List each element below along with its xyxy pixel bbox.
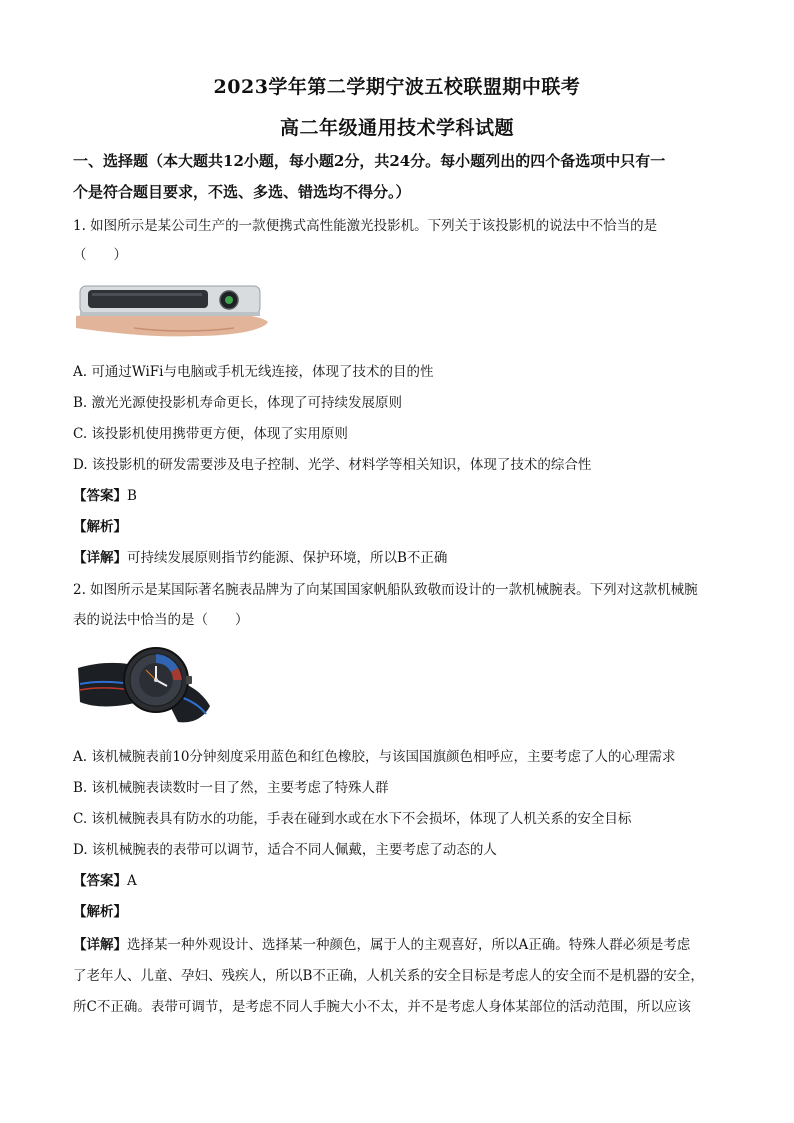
answer-tag: 【答案】 <box>73 488 127 504</box>
q1-answer <box>73 484 137 504</box>
watch-image <box>74 640 214 730</box>
section-heading-line2: 个是符合题目要求，不选、多选、错选均不得分。） <box>73 183 411 201</box>
q1-detail <box>73 546 447 566</box>
detail-tag: 【详解】 <box>73 550 127 566</box>
analysis-tag: 【解析】 <box>73 904 127 920</box>
q1-stem-line1: 1. 如图所示是某公司生产的一款便携式高性能激光投影机。下列关于该投影机的说法中不恰当的是 <box>73 218 658 234</box>
answer-value: A <box>127 873 137 889</box>
q2-stem-line2: 表的说法中恰当的是（ ） <box>73 612 249 628</box>
q2-option-a: A. 该机械腕表前10分钟刻度采用蓝色和红色橡胶，与该国国旗颜色相呼应，主要考虑了人的心理需求 <box>73 749 676 765</box>
exam-subtitle: 高二年级通用技术学科试题 <box>279 117 514 139</box>
projector-panel <box>88 290 208 308</box>
q2-detail-line1 <box>73 933 690 953</box>
exam-title: 2023学年第二学期宁波五校联盟期中联考 <box>213 76 581 98</box>
q2-analysis <box>73 900 127 920</box>
q2-answer <box>73 869 137 889</box>
q1-analysis <box>73 515 127 535</box>
q2-detail-line2: 了老年人、儿童、孕妇、残疾人，所以B不正确，人机关系的安全目标是考虑人的安全而不是机器的安全， <box>73 968 704 984</box>
answer-value: B <box>127 488 137 504</box>
answer-tag: 【答案】 <box>73 873 127 889</box>
q1-option-a: A. 可通过WiFi与电脑或手机无线连接，体现了技术的目的性 <box>73 364 434 380</box>
detail-tag: 【详解】 <box>73 937 127 953</box>
q1-option-c: C. 该投影机使用携带更方便，体现了实用原则 <box>73 426 348 442</box>
q2-option-d: D. 该机械腕表的表带可以调节，适合不同人佩戴，主要考虑了动态的人 <box>73 842 497 858</box>
q1-option-d: D. 该投影机的研发需要涉及电子控制、光学、材料学等相关知识，体现了技术的综合性 <box>73 457 592 473</box>
q2-detail-line3: 所C不正确。表带可调节，是考虑不同人手腕大小不太，并不是考虑人身体某部位的活动范围，所以应该 <box>73 999 691 1015</box>
q1-stem-line2: （ ） <box>73 247 127 263</box>
section-heading-line1: 一、选择题（本大题共12小题，每小题2分，共24分。每小题列出的四个备选项中只有一 <box>73 152 666 170</box>
hand-shape <box>76 313 268 336</box>
q2-option-b: B. 该机械腕表读数时一目了然，主要考虑了特殊人群 <box>73 780 389 796</box>
watch-crown <box>186 676 192 684</box>
analysis-tag: 【解析】 <box>73 519 127 535</box>
detail-text: 可持续发展原则指节约能源、保护环境，所以B不正确 <box>127 550 448 566</box>
detail-text: 选择某一种外观设计、选择某一种颜色，属于人的主观喜好，所以A正确。特殊人群必须是考虑 <box>127 937 691 953</box>
projector-image <box>74 272 270 340</box>
q1-option-b: B. 激光光源使投影机寿命更长，体现了可持续发展原则 <box>73 395 403 411</box>
q2-option-c: C. 该机械腕表具有防水的功能，手表在碰到水或在水下不会损坏，体现了人机关系的安全目标 <box>73 811 632 827</box>
q2-stem-line1: 2. 如图所示是某国际著名腕表品牌为了向某国国家帆船队致敬而设计的一款机械腕表。下列对这款机械腕 <box>73 582 698 598</box>
